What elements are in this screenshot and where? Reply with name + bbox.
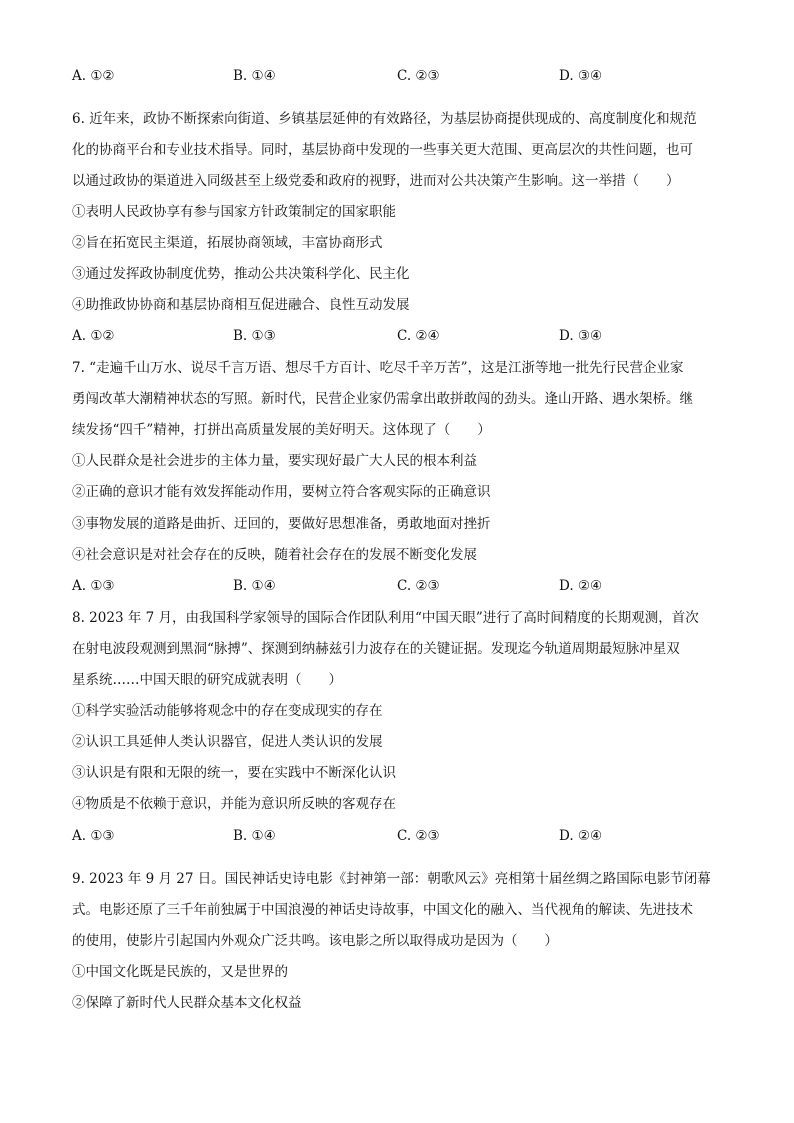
q9-stem-line-2: 式。电影还原了三千年前独属于中国浪漫的神话史诗故事，中国文化的融入、当代视角的解读、先进技术 bbox=[72, 902, 693, 918]
q6-option-a: A. ①② bbox=[72, 328, 115, 344]
q5-option-b: B. ①④ bbox=[233, 68, 276, 84]
q6-stem-line-3: 以通过政协的渠道进入同级甚至上级党委和政府的视野，进而对公共决策产生影响。这一举措（ ） bbox=[72, 173, 680, 189]
q9-stem-line-1: 9. 2023 年 9 月 27 日。国民神话史诗电影《封神第一部：朝歌风云》亮相第十届丝绸之路国际电影节闭幕 bbox=[72, 871, 711, 887]
q7-option-d: D. ②④ bbox=[559, 578, 603, 594]
q7-statement-4: ④社会意识是对社会存在的反映，随着社会存在的发展不断变化发展 bbox=[72, 547, 477, 563]
q7-option-a: A. ①③ bbox=[72, 578, 115, 594]
q7-stem-line-3: 续发扬“四千”精神，打拼出高质量发展的美好明天。这体现了（ ） bbox=[72, 422, 491, 438]
q7-options bbox=[72, 576, 722, 596]
q8-statement-1: ①科学实验活动能够将观念中的存在变成现实的存在 bbox=[72, 703, 383, 719]
q8-stem-line-3: 星系统……中国天眼的研究成就表明（ ） bbox=[72, 672, 342, 688]
q9-stem-line-3: 的使用，使影片引起国内外观众广泛共鸣。该电影之所以取得成功是因为（ ） bbox=[72, 933, 558, 949]
q5-option-d: D. ③④ bbox=[559, 68, 603, 84]
q6-statement-1: ①表明人民政协享有参与国家方针政策制定的国家职能 bbox=[72, 204, 396, 220]
q8-option-c: C. ②③ bbox=[397, 828, 440, 844]
q8-statement-2: ②认识工具延伸人类认识器官，促进人类认识的发展 bbox=[72, 734, 383, 750]
q5-option-c: C. ②③ bbox=[397, 68, 440, 84]
q6-statement-4: ④助推政协协商和基层协商相互促进融合、良性互动发展 bbox=[72, 297, 410, 313]
q8-options bbox=[72, 826, 722, 846]
q7-stem-line-1: 7. “走遍千山万水、说尽千言万语、想尽千方百计、吃尽千辛万苦”，这是江浙等地一批先行民营企业家 bbox=[72, 360, 684, 376]
q7-statement-3: ③事物发展的道路是曲折、迂回的，要做好思想准备，勇敢地面对挫折 bbox=[72, 516, 491, 532]
q6-statement-2: ②旨在拓宽民主渠道，拓展协商领域，丰富协商形式 bbox=[72, 235, 383, 251]
q8-statement-4: ④物质是不依赖于意识，并能为意识所反映的客观存在 bbox=[72, 796, 396, 812]
q5-option-a: A. ①② bbox=[72, 68, 115, 84]
q6-option-d: D. ③④ bbox=[559, 328, 603, 344]
q7-option-c: C. ②③ bbox=[397, 578, 440, 594]
q7-statement-1: ①人民群众是社会进步的主体力量，要实现好最广大人民的根本利益 bbox=[72, 453, 477, 469]
q8-option-b: B. ①④ bbox=[233, 828, 276, 844]
q8-stem-line-1: 8. 2023 年 7 月，由我国科学家领导的国际合作团队利用“中国天眼”进行了高时间精度的长期观测，首次 bbox=[72, 610, 699, 626]
q6-statement-3: ③通过发挥政协制度优势，推动公共决策科学化、民主化 bbox=[72, 266, 410, 282]
q9-statement-2: ②保障了新时代人民群众基本文化权益 bbox=[72, 995, 302, 1011]
q5-options bbox=[72, 66, 722, 86]
q7-statement-2: ②正确的意识才能有效发挥能动作用，要树立符合客观实际的正确意识 bbox=[72, 484, 491, 500]
q6-options bbox=[72, 326, 722, 346]
q8-statement-3: ③认识是有限和无限的统一，要在实践中不断深化认识 bbox=[72, 765, 396, 781]
q6-stem-line-2: 化的协商平台和专业技术指导。同时，基层协商中发现的一些事关更大范围、更高层次的共性问题，也可 bbox=[72, 142, 693, 158]
q8-option-a: A. ①③ bbox=[72, 828, 115, 844]
q6-stem-line-1: 6. 近年来，政协不断探索向街道、乡镇基层延伸的有效路径，为基层协商提供现成的、高度制度化和规范 bbox=[72, 111, 697, 127]
q9-statement-1: ①中国文化既是民族的，又是世界的 bbox=[72, 964, 288, 980]
q6-option-c: C. ②④ bbox=[397, 328, 440, 344]
q8-option-d: D. ②④ bbox=[559, 828, 603, 844]
q7-stem-line-2: 勇闯改革大潮精神状态的写照。新时代，民营企业家仍需拿出敢拼敢闯的劲头。逢山开路、遇水架桥。继 bbox=[72, 391, 693, 407]
q8-stem-line-2: 在射电波段观测到黑洞“脉搏”、探测到纳赫兹引力波存在的关键证据。发现迄今轨道周期最短脉冲星双 bbox=[72, 641, 680, 657]
q6-option-b: B. ①③ bbox=[233, 328, 276, 344]
q7-option-b: B. ①④ bbox=[233, 578, 276, 594]
